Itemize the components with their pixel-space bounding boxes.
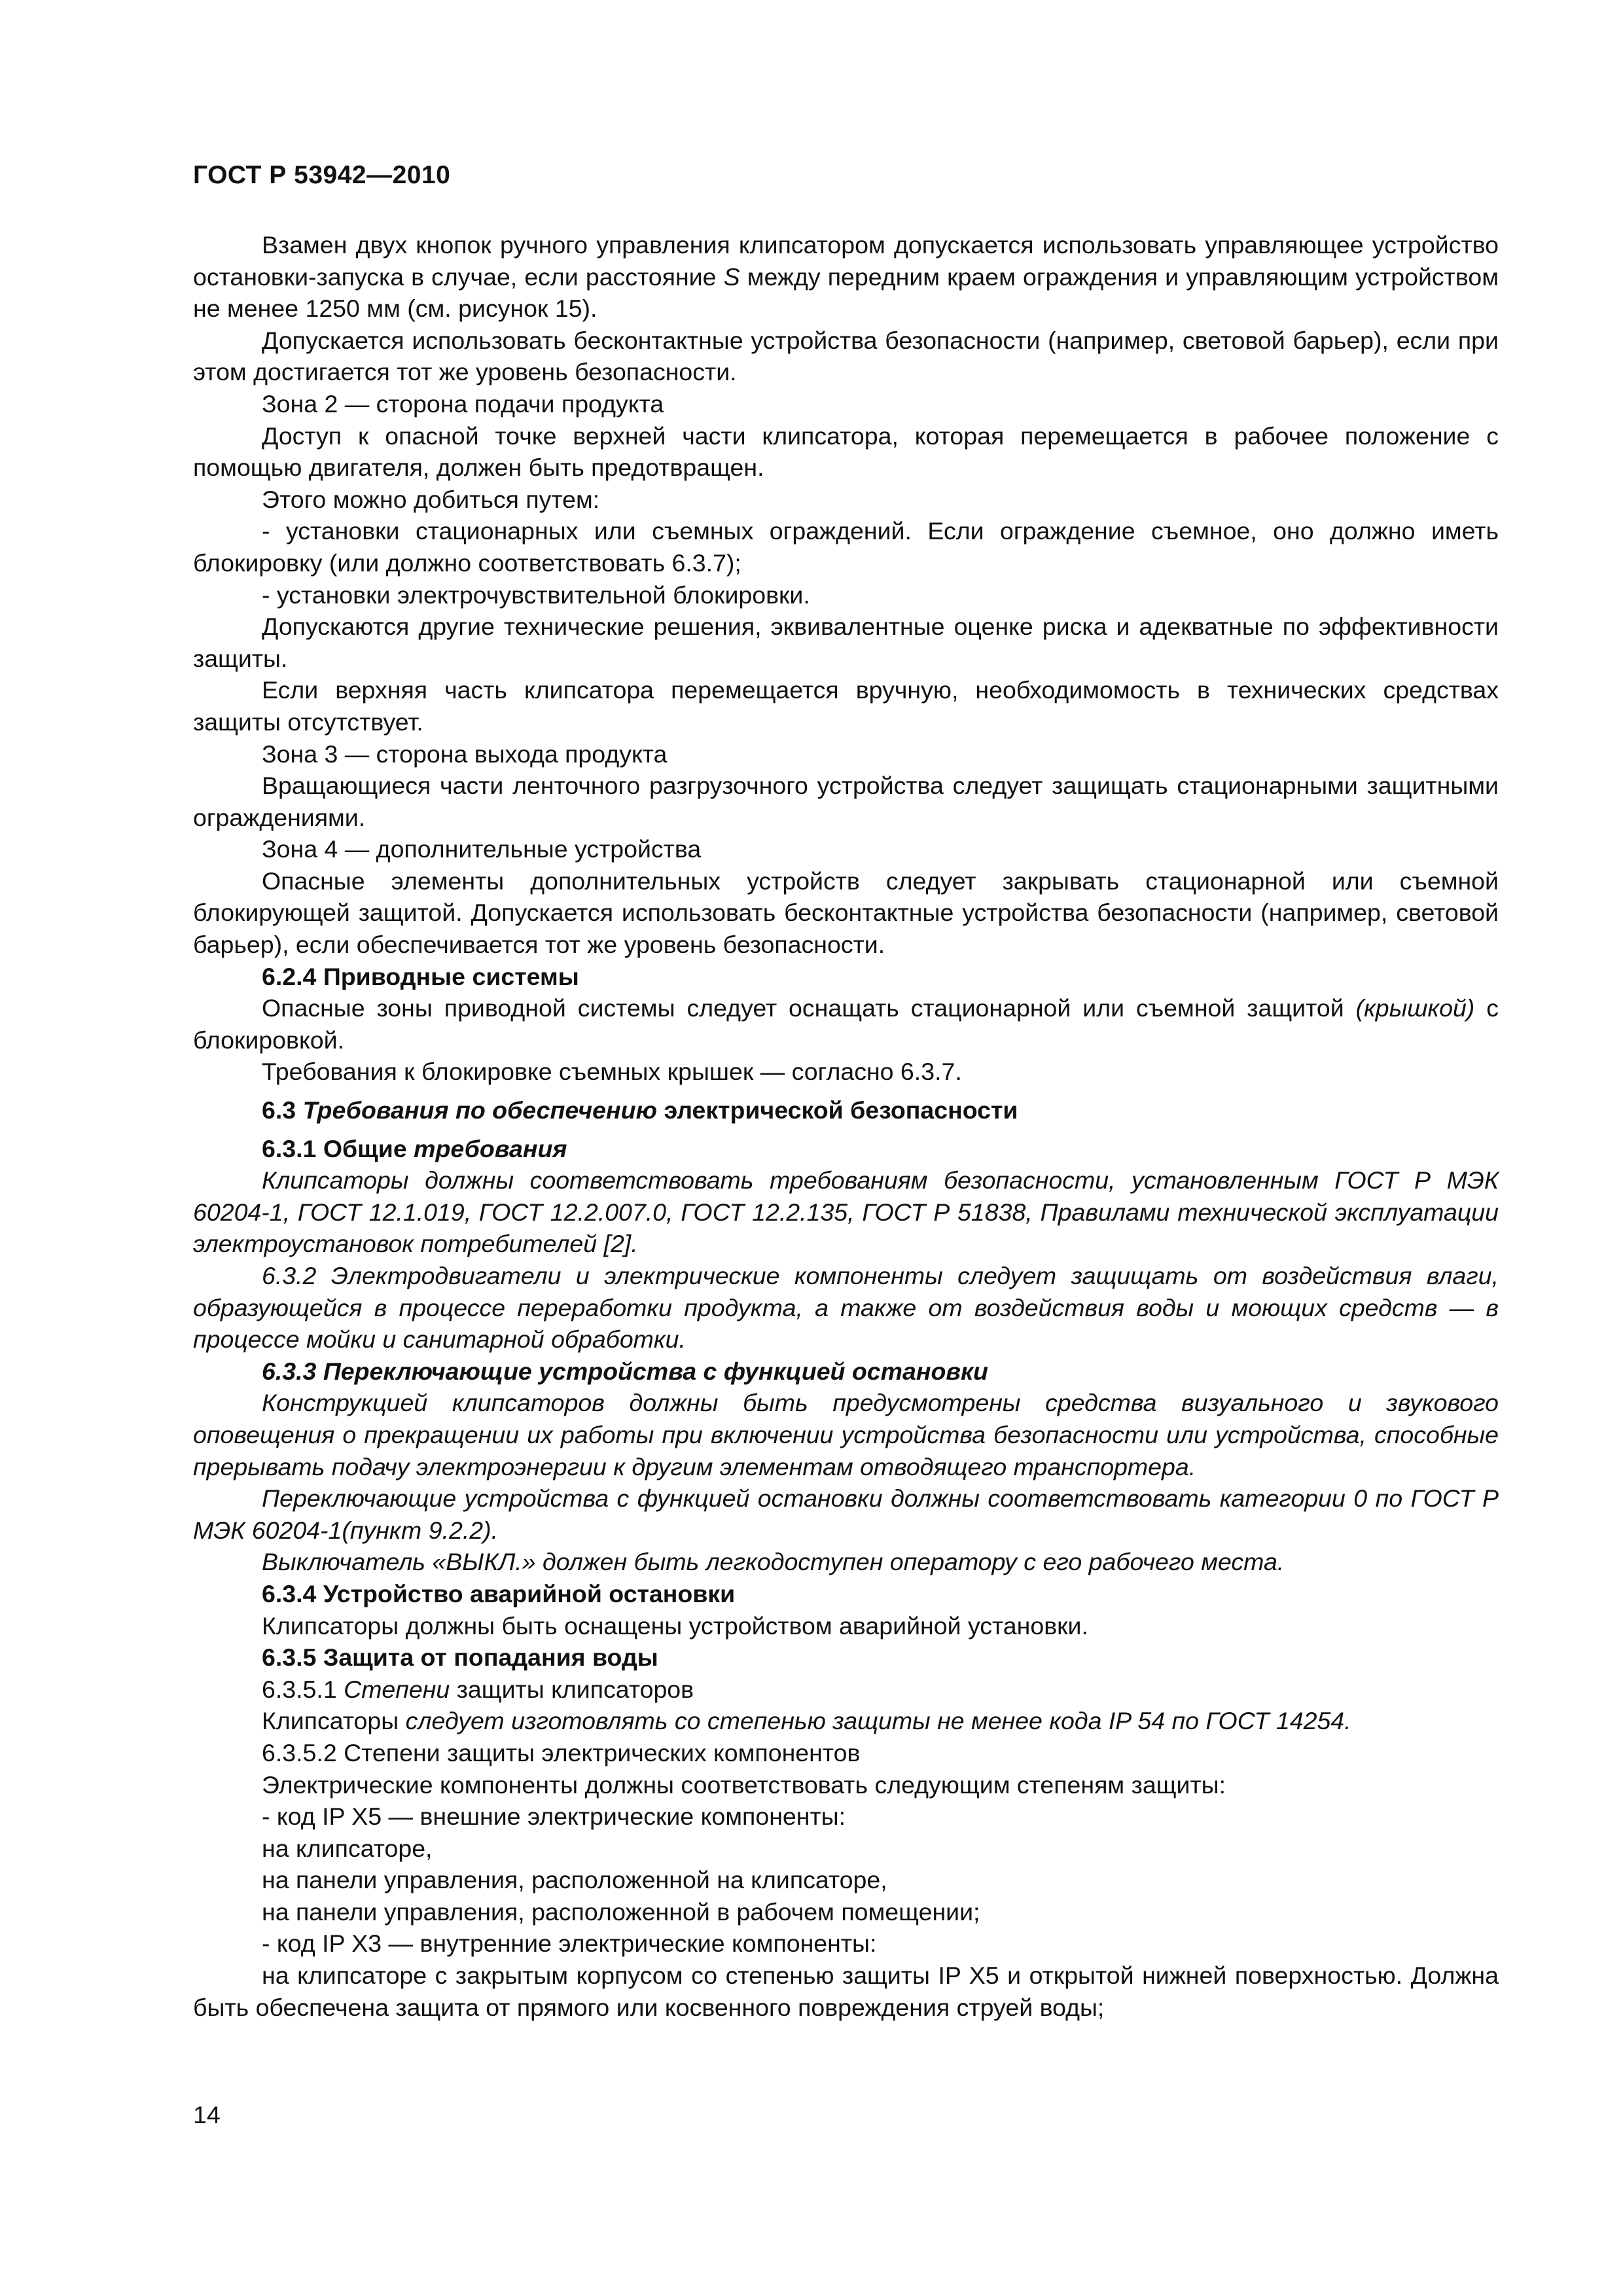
list-item: - установки электрочувствительной блокировки. bbox=[262, 581, 810, 609]
document-header: ГОСТ Р 53942—2010 bbox=[193, 161, 451, 189]
paragraph: Клипсаторы должны быть оснащены устройством аварийной установки. bbox=[262, 1611, 1088, 1640]
paragraph: Вращающиеся части ленточного разгрузочного устройства следует защищать стационарными защитными ограждениями. bbox=[193, 772, 1499, 831]
paragraph: Требования к блокировке съемных крышек — согласно 6.3.7. bbox=[262, 1058, 962, 1086]
paragraph: Допускается использовать бесконтактные устройства безопасности (например, световой барьер), если при этом достигается тот же уровень безопасности. bbox=[193, 326, 1499, 386]
paragraph: 6.3.2 Электродвигатели и электрические компоненты следует защищать от воздействия влаги, образующейся в процессе переработки продукта, а также от воздействия воды и моющих средств — в процессе мойки и санитарной обработки. bbox=[193, 1262, 1499, 1354]
list-item: - установки стационарных или съемных ограждений. Если ограждение съемное, оно должно иметь блокировку (или должно соответствовать 6.3.7); bbox=[193, 517, 1499, 577]
list-item: - код IP X3 — внутренние электрические компоненты: bbox=[262, 1929, 877, 1958]
section-heading-6-3-4: 6.3.4 Устройство аварийной остановки bbox=[262, 1579, 736, 1607]
subsection-6-3-5-1: 6.3.5.1 Степени защиты клипсаторов bbox=[262, 1675, 694, 1703]
section-heading-6-2-4: 6.2.4 Приводные системы bbox=[262, 962, 579, 990]
zone-label: Зона 4 — дополнительные устройства bbox=[262, 835, 702, 863]
paragraph: Конструкцией клипсаторов должны быть предусмотрены средства визуального и звукового оповещения о прекращении их работы при включении устройства безопасности или устройства, способные прерывать подачу электроэнергии к другим элементам отводящего транспортера. bbox=[193, 1389, 1499, 1480]
paragraph: Опасные зоны приводной системы следует оснащать стационарной или съемной защитой (крышкой) с блокировкой. bbox=[193, 994, 1499, 1054]
zone-label: Зона 2 — сторона подачи продукта bbox=[262, 389, 664, 418]
paragraph: Доступ к опасной точке верхней части клипсатора, которая перемещается в рабочее положение с помощью двигателя, должен быть предотвращен. bbox=[193, 422, 1499, 482]
paragraph: Выключатель «ВЫКЛ.» должен быть легкодоступен оператору с его рабочего места. bbox=[262, 1548, 1285, 1576]
list-item: на панели управления, расположенной в рабочем помещении; bbox=[262, 1897, 980, 1926]
paragraph: Клипсаторы должны соответствовать требованиям безопасности, установленным ГОСТ Р МЭК 60204-1, ГОСТ 12.1.019, ГОСТ 12.2.007.0, ГОСТ 12.2.135, ГОСТ Р 51838, Правилами технической эксплуатации электроустановок потребителей [2]. bbox=[193, 1166, 1499, 1258]
paragraph: Опасные элементы дополнительных устройств следует закрывать стационарной или съемной блокирующей защитой. Допускается использовать бесконтактные устройства безопасности (например, световой барьер), если обеспечивается тот же уровень безопасности. bbox=[193, 867, 1499, 959]
paragraph: Если верхняя часть клипсатора перемещается вручную, необходимомость в технических средствах защиты отсутствует. bbox=[193, 676, 1499, 736]
paragraph: Клипсаторы следует изготовлять со степенью защиты не менее кода IP 54 по ГОСТ 14254. bbox=[262, 1707, 1351, 1735]
paragraph: на клипсаторе с закрытым корпусом со степенью защиты IP X5 и открытой нижней поверхностью. Должна быть обеспечена защита от прямого или косвенного повреждения струей воды; bbox=[193, 1962, 1499, 2021]
document-body bbox=[193, 229, 1499, 2023]
section-heading-6-3-1: 6.3.1 Общие требования bbox=[262, 1134, 567, 1162]
paragraph: Переключающие устройства с функцией остановки должны соответствовать категории 0 по ГОСТ Р МЭК 60204-1(пункт 9.2.2). bbox=[193, 1484, 1499, 1544]
section-heading-6-3-5: 6.3.5 Защита от попадания воды bbox=[262, 1643, 658, 1672]
section-heading-6-3-3: 6.3.3 Переключающие устройства с функцией остановки bbox=[262, 1357, 988, 1385]
list-item: на панели управления, расположенной на клипсаторе, bbox=[262, 1866, 887, 1894]
paragraph: Этого можно добиться путем: bbox=[262, 485, 600, 513]
subsection-6-3-5-2: 6.3.5.2 Степени защиты электрических компонентов bbox=[262, 1738, 861, 1767]
page-number: 14 bbox=[193, 2101, 221, 2128]
list-item: - код IP X5 — внешние электрические компоненты: bbox=[262, 1803, 846, 1831]
section-heading-6-3: 6.3 Требования по обеспечению электрической безопасности bbox=[262, 1096, 1018, 1124]
paragraph: Взамен двух кнопок ручного управления клипсатором допускается использовать управляющее устройство остановки-запуска в случае, если расстояние S между передним краем ограждения и управляющим устройством не менее 1250 мм (см. рисунок 15). bbox=[193, 231, 1499, 323]
paragraph: Допускаются другие технические решения, эквивалентные оценке риска и адекватные по эффективности защиты. bbox=[193, 613, 1499, 672]
zone-label: Зона 3 — сторона выхода продукта bbox=[262, 740, 668, 768]
paragraph: Электрические компоненты должны соответствовать следующим степеням защиты: bbox=[262, 1770, 1226, 1799]
list-item: на клипсаторе, bbox=[262, 1834, 433, 1862]
